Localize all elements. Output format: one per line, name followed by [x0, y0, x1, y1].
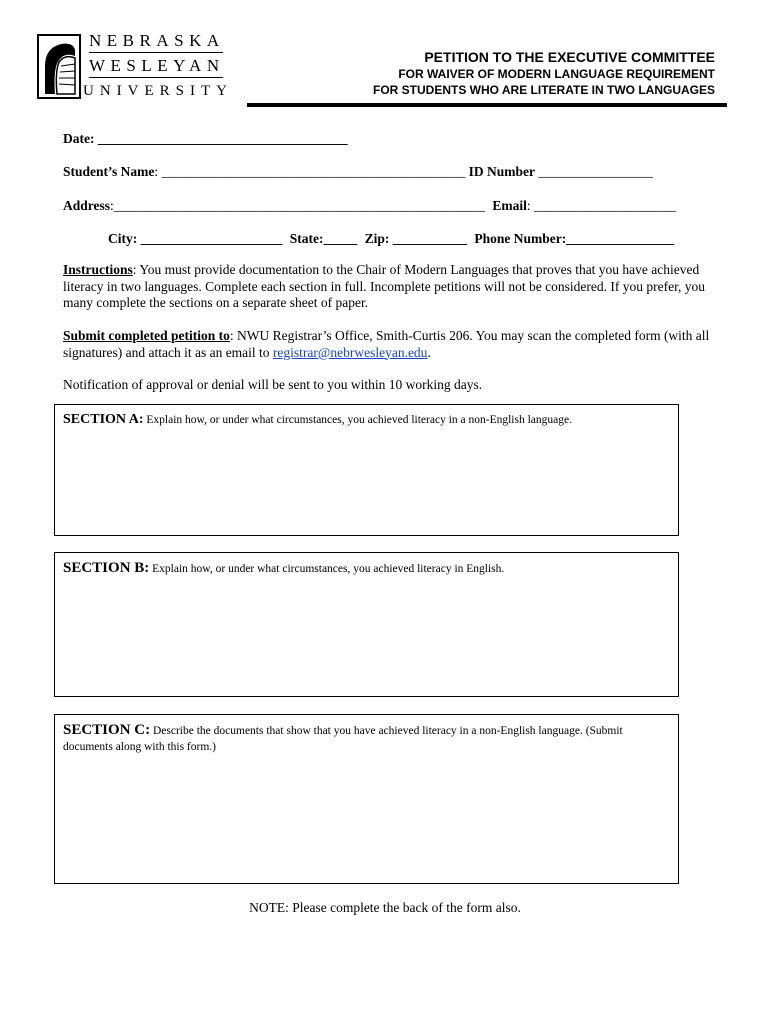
section-c-box[interactable]: [54, 714, 679, 884]
form-subtitle-2: FOR STUDENTS WHO ARE LITERATE IN TWO LANGUAGES: [373, 83, 715, 97]
email-blank[interactable]: : _____________________: [526, 198, 676, 213]
instructions-text: : You must provide documentation to the Chair of Modern Languages that proves that you have achieved literacy in two languages. Complete each section in full. Incomplete petitions will not be considered. If you prefer, you many complete the sections on a separate sheet of paper.: [63, 262, 706, 310]
header-rule: [247, 103, 727, 107]
submit-text: : NWU Registrar’s Office, Smith-Curtis 206. You may scan the completed form (with all signatures) and attach it as an email to: [63, 328, 710, 360]
logo-line-2: WESLEYAN: [89, 56, 225, 75]
date-label: Date:: [63, 131, 95, 146]
phone-blank[interactable]: ________________: [566, 231, 675, 246]
id-number-blank[interactable]: _________________: [535, 164, 654, 179]
university-logo: [37, 31, 233, 102]
city-row: [108, 231, 674, 247]
city-blank[interactable]: _____________________: [137, 231, 283, 246]
section-b-title: SECTION B:: [63, 560, 150, 576]
logo-emblem-icon: [37, 34, 81, 99]
instructions-label: Instructions: [63, 262, 133, 277]
date-field[interactable]: [63, 131, 348, 147]
notification-text: Notification of approval or denial will be sent to you within 10 working days.: [63, 377, 483, 392]
state-label: State:: [289, 231, 324, 246]
form-title: PETITION TO THE EXECUTIVE COMMITTEE: [424, 49, 715, 65]
section-a-text: Explain how, or under what circumstances, you achieved literacy in a non-English language.: [143, 414, 572, 426]
submit-label: Submit completed petition to: [63, 328, 230, 343]
address-label: Address: [63, 198, 111, 213]
instructions-paragraph: [63, 262, 713, 312]
section-a-title: SECTION A:: [63, 412, 144, 427]
logo-line-3: UNIVERSITY: [83, 83, 233, 99]
section-c-text: Describe the documents that show that you have achieved literacy in a non-English language. (Submit documents along with this form.): [63, 725, 623, 753]
student-name-blank[interactable]: : _____________________________________________: [154, 164, 466, 179]
student-name-row: [63, 164, 653, 180]
section-b-box[interactable]: [54, 552, 679, 697]
logo-line-1: NEBRASKA: [89, 31, 225, 50]
address-blank[interactable]: :_______________________________________________________: [110, 198, 486, 213]
section-b-prompt: [63, 560, 668, 577]
email-label: Email: [492, 198, 527, 213]
section-c-prompt: [63, 722, 668, 755]
registrar-email-link[interactable]: registrar@nebrwesleyan.edu: [272, 344, 428, 360]
logo-rule: [89, 52, 223, 53]
section-a-prompt: [63, 412, 668, 428]
logo-rule: [89, 77, 223, 78]
address-row: [63, 198, 676, 214]
back-of-form-note: NOTE: Please complete the back of the form also.: [249, 900, 521, 915]
state-blank[interactable]: _____: [323, 231, 358, 246]
form-subtitle-1: FOR WAIVER OF MODERN LANGUAGE REQUIREMENT: [398, 67, 715, 81]
date-blank[interactable]: _____________________________________: [97, 131, 348, 146]
id-number-label: ID Number: [468, 164, 536, 179]
zip-label: Zip:: [364, 231, 390, 246]
phone-label: Phone Number:: [474, 231, 567, 246]
submit-paragraph: [63, 328, 713, 361]
section-c-title: SECTION C:: [63, 722, 151, 738]
submit-end: .: [427, 344, 431, 360]
zip-blank[interactable]: ___________: [389, 231, 468, 246]
city-label: City:: [108, 231, 138, 246]
section-b-text: Explain how, or under what circumstances, you achieved literacy in English.: [149, 563, 505, 575]
student-name-label: Student’s Name: [63, 164, 155, 179]
section-a-box[interactable]: [54, 404, 679, 536]
